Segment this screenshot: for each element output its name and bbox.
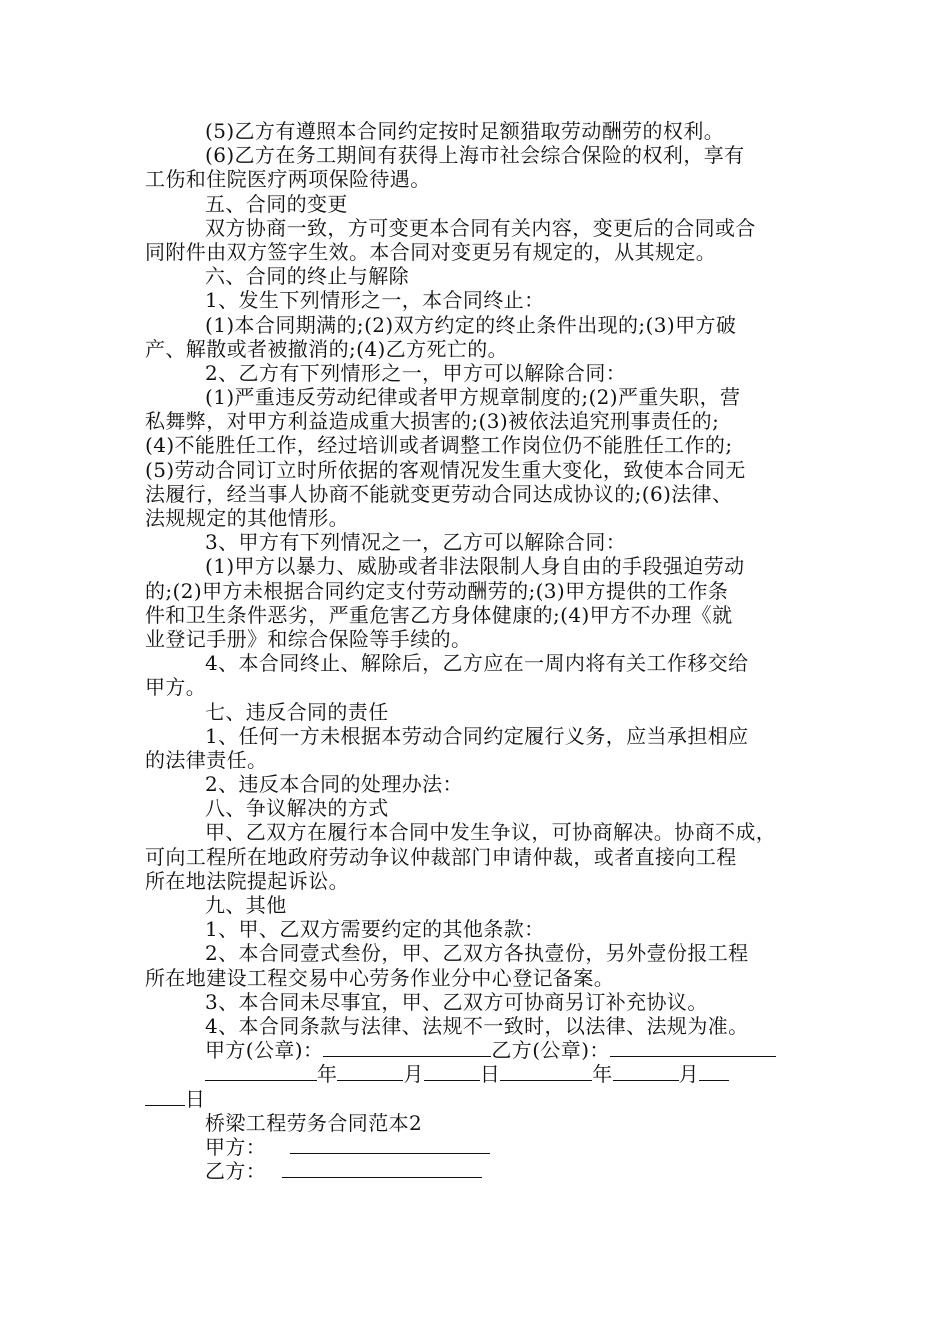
date-line (145, 1062, 815, 1086)
party-a-label: 甲方： (205, 1134, 267, 1159)
date-line-continued (145, 1087, 815, 1111)
month-blank-a (337, 1062, 403, 1081)
paragraph-line: 的;(2)甲方未根据合同约定支付劳动酬劳的;(3)甲方提供的工作条 (145, 578, 729, 603)
party-b-label: 乙方： (205, 1159, 267, 1184)
party-b-line (145, 1159, 815, 1183)
paragraph-line: 法履行，经当事人协商不能就变更劳动合同达成协议的;(6)法律、 (145, 481, 733, 506)
day-label-a: 日 (479, 1062, 501, 1087)
party-a-line (145, 1135, 815, 1159)
signature-line (145, 1038, 815, 1062)
paragraph-line: 六、合同的终止与解除 (205, 264, 409, 289)
paragraph-line: 2、本合同壹式叁份，甲、乙双方各执壹份，另外壹份报工程 (205, 941, 749, 966)
party-a-seal-blank (323, 1038, 491, 1057)
paragraph-line: (5)劳动合同订立时所依据的客观情况发生重大变化，致使本合同无 (145, 457, 746, 482)
year-label-a: 年 (317, 1062, 338, 1087)
paragraph-line: (1)严重违反劳动纪律或者甲方规章制度的;(2)严重失职，营 (205, 385, 741, 410)
paragraph-line: 八、争议解决的方式 (205, 796, 389, 821)
party-b-blank (282, 1159, 482, 1178)
paragraph-line: 甲、乙双方在履行本合同中发生争议，可协商解决。协商不成， (205, 820, 777, 845)
day-blank-a (424, 1062, 480, 1081)
party-b-seal-label: 乙方(公章)： (491, 1038, 610, 1063)
party-b-seal-blank (610, 1038, 776, 1057)
paragraph-line: (1)甲方以暴力、威胁或者非法限制人身自由的手段强迫劳动 (205, 554, 745, 579)
paragraph-line: 业登记手册》和综合保险等手续的。 (145, 626, 472, 651)
year-label-b: 年 (592, 1062, 613, 1087)
paragraph-line: 4、本合同条款与法律、法规不一致时，以法律、法规为准。 (205, 1013, 749, 1038)
day-blank-b-end (145, 1087, 185, 1106)
paragraph-line: 的法律责任。 (145, 747, 268, 772)
party-a-blank (290, 1135, 490, 1154)
paragraph-line: 2、乙方有下列情形之一，甲方可以解除合同： (205, 360, 627, 385)
paragraph-line: 七、违反合同的责任 (205, 699, 389, 724)
year-blank-b (500, 1062, 592, 1081)
paragraph-line: 五、合同的变更 (205, 191, 348, 216)
paragraph-line: 1、发生下列情形之一，本合同终止： (205, 288, 545, 313)
day-label-b: 日 (185, 1086, 206, 1111)
paragraph-line: 3、本合同未尽事宜，甲、乙双方可协商另订补充协议。 (205, 989, 708, 1014)
paragraph-line: 工伤和住院医疗两项保险待遇。 (145, 167, 431, 192)
paragraph-line: 同附件由双方签字生效。本合同对变更另有规定的，从其规定。 (145, 239, 717, 264)
paragraph-line: (6)乙方在务工期间有获得上海市社会综合保险的权利，享有 (205, 143, 745, 168)
paragraph-line: 2、违反本合同的处理办法： (205, 772, 463, 797)
paragraph-line: 私舞弊，对甲方利益造成重大损害的;(3)被依法追究刑事责任的; (145, 409, 720, 434)
paragraph-line: 甲方。 (145, 675, 207, 700)
next-contract-title: 桥梁工程劳务合同范本2 (205, 1110, 423, 1135)
paragraph-line: 3、甲方有下列情况之一，乙方可以解除合同： (205, 530, 627, 555)
paragraph-line: 可向工程所在地政府劳动争议仲裁部门申请仲裁，或者直接向工程 (145, 844, 737, 869)
paragraph-line: (5)乙方有遵照本合同约定按时足额猎取劳动酬劳的权利。 (205, 119, 725, 143)
paragraph-line: 法规规定的其他情形。 (145, 506, 349, 530)
paragraph-line: 所在地建设工程交易中心劳务作业分中心登记备案。 (145, 965, 615, 990)
paragraph-line: 双方协商一致，方可变更本合同有关内容，变更后的合同或合 (205, 215, 756, 240)
day-blank-b-start (699, 1062, 729, 1081)
paragraph-line: 所在地法院提起诉讼。 (145, 868, 349, 893)
paragraph-line: 产、解散或者被撤消的;(4)乙方死亡的。 (145, 336, 509, 361)
document-page (145, 119, 815, 1183)
month-label-a: 月 (403, 1062, 424, 1087)
paragraph-line: 件和卫生条件恶劣，严重危害乙方身体健康的;(4)甲方不办理《就 (145, 602, 733, 627)
party-a-seal-label: 甲方(公章)： (205, 1038, 324, 1063)
month-blank-b (613, 1062, 679, 1081)
paragraph-line: 1、甲、乙双方需要约定的其他条款： (205, 917, 545, 942)
month-label-b: 月 (678, 1062, 700, 1087)
paragraph-line: 九、其他 (205, 893, 287, 917)
paragraph-line: (1)本合同期满的;(2)双方约定的终止条件出现的;(3)甲方破 (205, 312, 737, 337)
paragraph-line: 4、本合同终止、解除后，乙方应在一周内将有关工作移交给 (205, 651, 749, 676)
year-blank-a (205, 1062, 317, 1081)
paragraph-line: (4)不能胜任工作，经过培训或者调整工作岗位仍不能胜任工作的; (145, 433, 733, 458)
paragraph-line: 1、任何一方未根据本劳动合同约定履行义务，应当承担相应 (205, 723, 749, 748)
document-body (145, 119, 815, 1038)
